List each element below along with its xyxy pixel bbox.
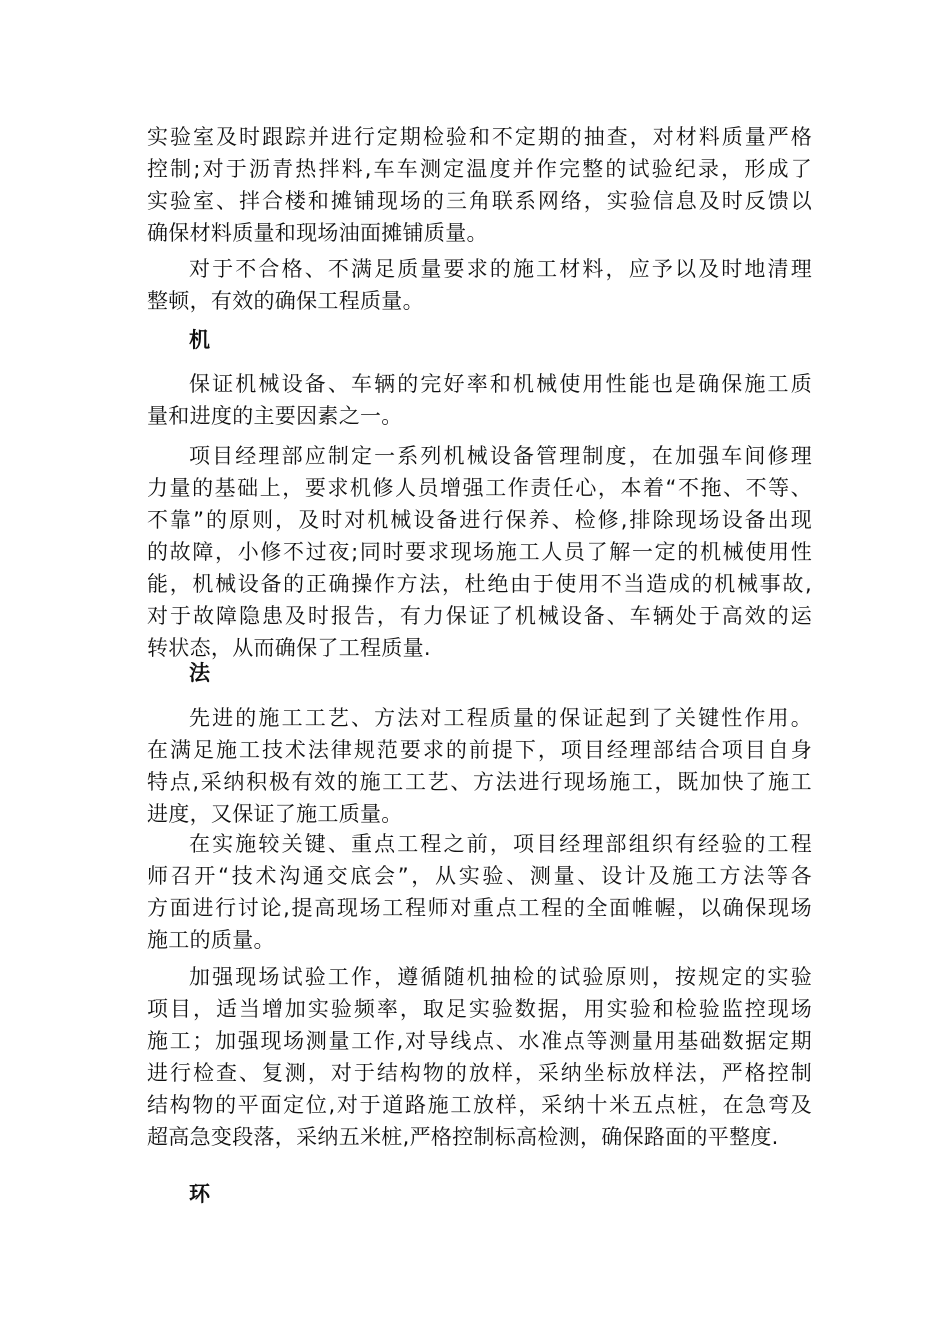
text-line: 在实施较关键、重点工程之前，项目经理部组织有经验的工程 <box>189 832 812 856</box>
text-line: 控制;对于沥青热拌料,车车测定温度并作完整的试验纪录，形成了 <box>147 157 812 181</box>
text-line: 量和进度的主要因素之一。 <box>147 404 403 428</box>
paragraph-unqualified-materials <box>147 253 812 317</box>
paragraph-advanced-methods <box>147 702 812 830</box>
paragraph-machinery-importance <box>147 368 812 432</box>
paragraph-technical-briefing <box>147 828 812 956</box>
text-line: 结构物的平面定位,对于道路施工放样，采纳十米五点桩，在急弯及 <box>147 1093 812 1117</box>
text-line: 进行检查、复测，对于结构物的放样，采纳坐标放样法，严格控制 <box>147 1061 812 1085</box>
text-line: 超高急变段落，采纳五米桩,严格控制标高检测，确保路面的平整度. <box>147 1125 779 1149</box>
text-line: 加强现场试验工作，遵循随机抽检的试验原则，按规定的实验 <box>189 965 812 989</box>
section-heading-environment: 环 <box>189 1182 210 1206</box>
paragraph-testing-surveying <box>147 961 812 1153</box>
text-line: 整顿，有效的确保工程质量。 <box>147 289 424 313</box>
text-line: 保证机械设备、车辆的完好率和机械使用性能也是确保施工质 <box>189 372 812 396</box>
text-line: 施工的质量。 <box>147 928 275 952</box>
text-line: 转状态，从而确保了工程质量. <box>147 636 431 660</box>
text-line: 进度，又保证了施工质量。 <box>147 802 403 826</box>
text-line: 项目经理部应制定一系列机械设备管理制度，在加强车间修理 <box>189 444 812 468</box>
section-heading-methods: 法 <box>189 661 210 685</box>
text-line: 力量的基础上，要求机修人员增强工作责任心，本着“不拖、不等、 <box>147 476 812 500</box>
text-line: 的故障，小修不过夜;同时要求现场施工人员了解一定的机械使用性 <box>147 540 812 564</box>
text-line: 对于故障隐患及时报告，有力保证了机械设备、车辆处于高效的运 <box>147 604 812 628</box>
paragraph-material-inspection <box>147 121 812 249</box>
text-line: 特点,采纳积极有效的施工工艺、方法进行现场施工，既加快了施工 <box>147 770 812 794</box>
text-line: 能，机械设备的正确操作方法，杜绝由于使用不当造成的机械事故, <box>147 572 812 596</box>
text-line: 在满足施工技术法律规范要求的前提下，项目经理部结合项目自身 <box>147 738 812 762</box>
text-line: 实验室及时跟踪并进行定期检验和不定期的抽查，对材料质量严格 <box>147 125 812 149</box>
text-line: 对于不合格、不满足质量要求的施工材料，应予以及时地清理 <box>189 257 812 281</box>
text-line: 确保材料质量和现场油面摊铺质量。 <box>147 221 488 245</box>
text-line: 先进的施工工艺、方法对工程质量的保证起到了关键性作用。 <box>189 706 812 730</box>
text-line: 实验室、拌合楼和摊铺现场的三角联系网络，实验信息及时反馈以 <box>147 189 812 213</box>
text-line: 施工；加强现场测量工作,对导线点、水准点等测量用基础数据定期 <box>147 1029 812 1053</box>
text-line: 项目，适当增加实验频率，取足实验数据，用实验和检验监控现场 <box>147 997 812 1021</box>
text-line: 不靠”的原则，及时对机械设备进行保养、检修,排除现场设备出现 <box>147 508 812 532</box>
section-heading-machinery: 机 <box>189 328 210 352</box>
text-line: 方面进行讨论,提高现场工程师对重点工程的全面帷幄，以确保现场 <box>147 896 812 920</box>
paragraph-machinery-management <box>147 440 812 664</box>
text-line: 师召开“技术沟通交底会”，从实验、测量、设计及施工方法等各 <box>147 864 812 888</box>
